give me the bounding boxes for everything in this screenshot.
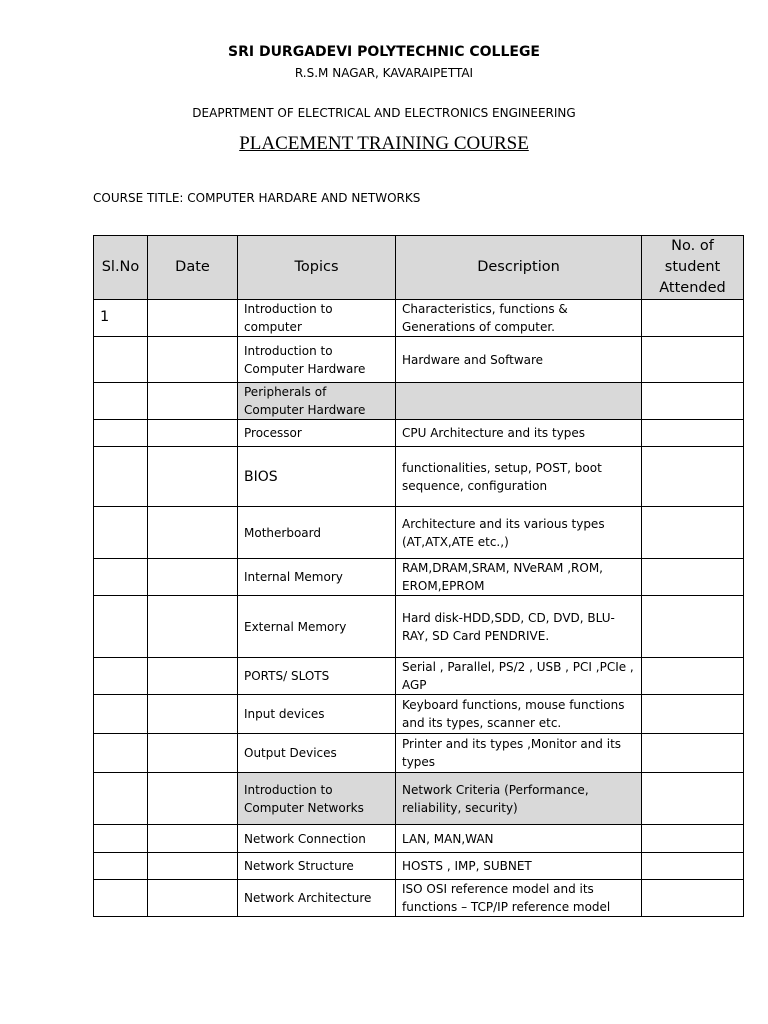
cell-slno [94,734,148,773]
cell-slno [94,880,148,917]
column-header-date: Date [148,236,238,300]
cell-description [396,383,642,420]
cell-date [148,658,238,695]
cell-date [148,337,238,383]
table-row [94,853,744,880]
cell-slno [94,596,148,658]
column-header-description: Description [396,236,642,300]
course-heading: PLACEMENT TRAINING COURSE [239,133,529,154]
cell-topic: Network Structure [238,853,396,880]
cell-slno [94,559,148,596]
table-row [94,596,744,658]
department-name: DEAPRTMENT OF ELECTRICAL AND ELECTRONICS ENGINEERING [192,106,576,120]
table-row [94,300,744,337]
cell-description: Printer and its types ,Monitor and its types [396,734,642,773]
table-row [94,695,744,734]
table-row [94,420,744,447]
cell-attended [642,420,744,447]
cell-topic: Input devices [238,695,396,734]
cell-topic: PORTS/ SLOTS [238,658,396,695]
cell-attended [642,337,744,383]
cell-attended [642,773,744,825]
cell-date [148,596,238,658]
cell-attended [642,447,744,507]
table-row [94,447,744,507]
cell-slno [94,507,148,559]
cell-topic: Introduction to computer [238,300,396,337]
cell-date [148,825,238,853]
column-header-attended: No. of student Attended [642,236,744,300]
table-row [94,559,744,596]
cell-topic: Internal Memory [238,559,396,596]
cell-description: ISO OSI reference model and its functions – TCP/IP reference model [396,880,642,917]
cell-topic: Motherboard [238,507,396,559]
cell-date [148,734,238,773]
table-row [94,383,744,420]
college-address: R.S.M NAGAR, KAVARAIPETTAI [294,66,474,80]
table-row [94,658,744,695]
cell-description: functionalities, setup, POST, boot sequence, configuration [396,447,642,507]
table-header-row [94,236,744,300]
cell-date [148,559,238,596]
cell-attended [642,734,744,773]
cell-date [148,880,238,917]
cell-description: CPU Architecture and its types [396,420,642,447]
cell-description: Hardware and Software [396,337,642,383]
cell-topic: Introduction to Computer Networks [238,773,396,825]
table-row [94,880,744,917]
cell-attended [642,507,744,559]
table-row [94,337,744,383]
cell-description: Architecture and its various types (AT,ATX,ATE etc.,) [396,507,642,559]
cell-description: Serial , Parallel, PS/2 , USB , PCI ,PCIe , AGP [396,658,642,695]
column-header-slno: Sl.No [94,236,148,300]
cell-topic: BIOS [238,447,396,507]
cell-attended [642,658,744,695]
cell-topic: External Memory [238,596,396,658]
cell-slno [94,825,148,853]
cell-description: Characteristics, functions & Generations of computer. [396,300,642,337]
table-row [94,825,744,853]
cell-slno [94,447,148,507]
cell-date [148,695,238,734]
cell-slno [94,695,148,734]
table-row [94,734,744,773]
cell-attended [642,559,744,596]
cell-attended [642,300,744,337]
cell-slno [94,337,148,383]
cell-topic: Peripherals of Computer Hardware [238,383,396,420]
cell-description: Keyboard functions, mouse functions and its types, scanner etc. [396,695,642,734]
cell-topic: Introduction to Computer Hardware [238,337,396,383]
cell-topic: Network Architecture [238,880,396,917]
cell-date [148,853,238,880]
cell-description: Hard disk-HDD,SDD, CD, DVD, BLU-RAY, SD Card PENDRIVE. [396,596,642,658]
cell-date [148,420,238,447]
cell-attended [642,383,744,420]
cell-attended [642,825,744,853]
college-name: SRI DURGADEVI POLYTECHNIC COLLEGE [228,44,540,60]
column-header-topics: Topics [238,236,396,300]
cell-topic: Output Devices [238,734,396,773]
cell-slno [94,420,148,447]
cell-description: RAM,DRAM,SRAM, NVeRAM ,ROM, EROM,EPROM [396,559,642,596]
cell-slno [94,383,148,420]
cell-description: LAN, MAN,WAN [396,825,642,853]
cell-date [148,383,238,420]
table-row [94,773,744,825]
cell-topic: Network Connection [238,825,396,853]
cell-description: Network Criteria (Performance, reliability, security) [396,773,642,825]
course-title: COURSE TITLE: COMPUTER HARDARE AND NETWORKS [93,191,421,205]
cell-slno [94,658,148,695]
cell-description: HOSTS , IMP, SUBNET [396,853,642,880]
cell-attended [642,695,744,734]
cell-slno [94,853,148,880]
cell-topic: Processor [238,420,396,447]
cell-slno [94,773,148,825]
cell-attended [642,853,744,880]
training-schedule-table [93,235,744,917]
cell-date [148,300,238,337]
cell-date [148,773,238,825]
table-row [94,507,744,559]
cell-slno: 1 [94,300,148,337]
cell-date [148,507,238,559]
cell-attended [642,880,744,917]
cell-attended [642,596,744,658]
cell-date [148,447,238,507]
